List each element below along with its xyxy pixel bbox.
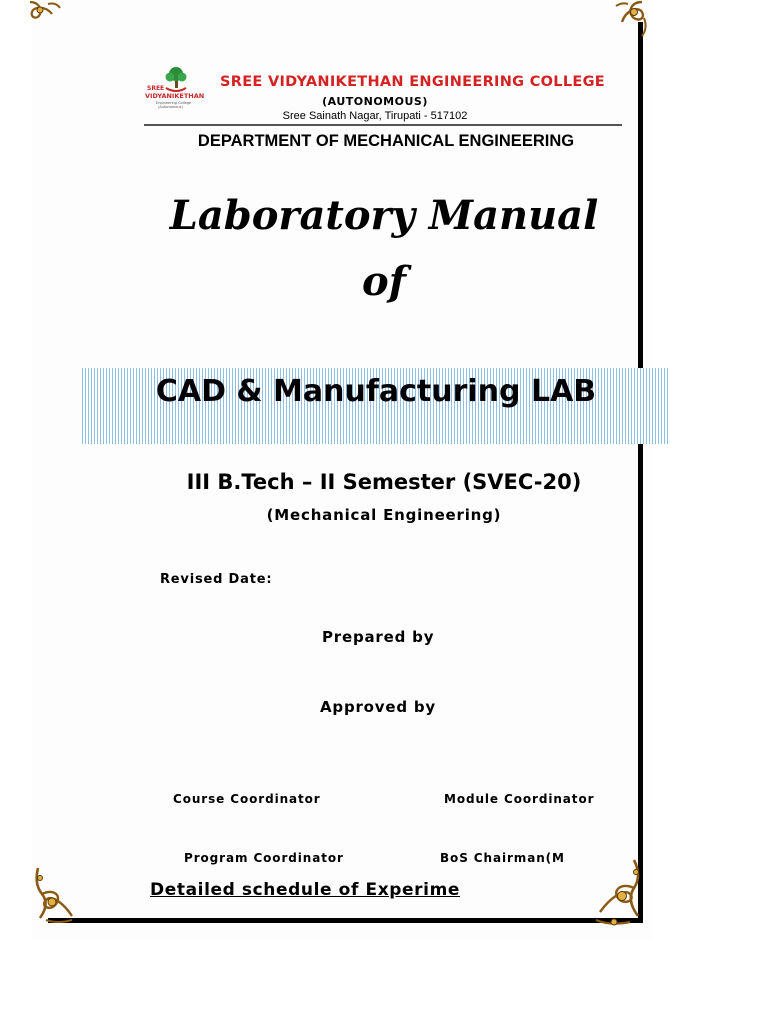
schedule-heading: Detailed schedule of Experime xyxy=(150,880,461,900)
frame-bottom-border xyxy=(48,918,643,923)
svg-text:(Autonomous): (Autonomous) xyxy=(158,105,183,109)
revised-date-label: Revised Date: xyxy=(160,572,273,587)
module-coordinator-label: Module Coordinator xyxy=(444,792,595,806)
header-divider xyxy=(144,124,622,126)
department-title: DEPARTMENT OF MECHANICAL ENGINEERING xyxy=(197,132,575,150)
manual-title-of: of xyxy=(362,258,406,305)
approved-by-label: Approved by xyxy=(320,698,437,716)
svg-text:VIDYANIKETHAN: VIDYANIKETHAN xyxy=(145,92,205,100)
prepared-by-label: Prepared by xyxy=(322,628,435,646)
college-emblem-icon xyxy=(144,66,218,116)
ornamental-corner-icon xyxy=(28,0,62,24)
svg-text:SREE: SREE xyxy=(147,85,165,92)
manual-title: Laboratory Manual xyxy=(169,192,599,239)
semester-title: III B.Tech – II Semester (SVEC-20) xyxy=(186,470,582,494)
lab-name: CAD & Manufacturing LAB xyxy=(155,374,597,409)
branch-title: (Mechanical Engineering) xyxy=(266,506,502,524)
svg-text:Engineering College: Engineering College xyxy=(156,101,192,105)
program-coordinator-label: Program Coordinator xyxy=(184,851,344,865)
ornamental-corner-icon xyxy=(586,856,646,930)
course-coordinator-label: Course Coordinator xyxy=(173,792,321,806)
college-address: Sree Sainath Nagar, Tirupati - 517102 xyxy=(282,110,468,122)
college-name: SREE VIDYANIKETHAN ENGINEERING COLLEGE xyxy=(220,74,605,90)
ornamental-corner-icon xyxy=(32,864,78,926)
ornamental-corner-icon xyxy=(612,0,650,40)
college-status: (AUTONOMOUS) xyxy=(322,95,428,108)
bos-chairman-label: BoS Chairman(M xyxy=(440,851,565,865)
